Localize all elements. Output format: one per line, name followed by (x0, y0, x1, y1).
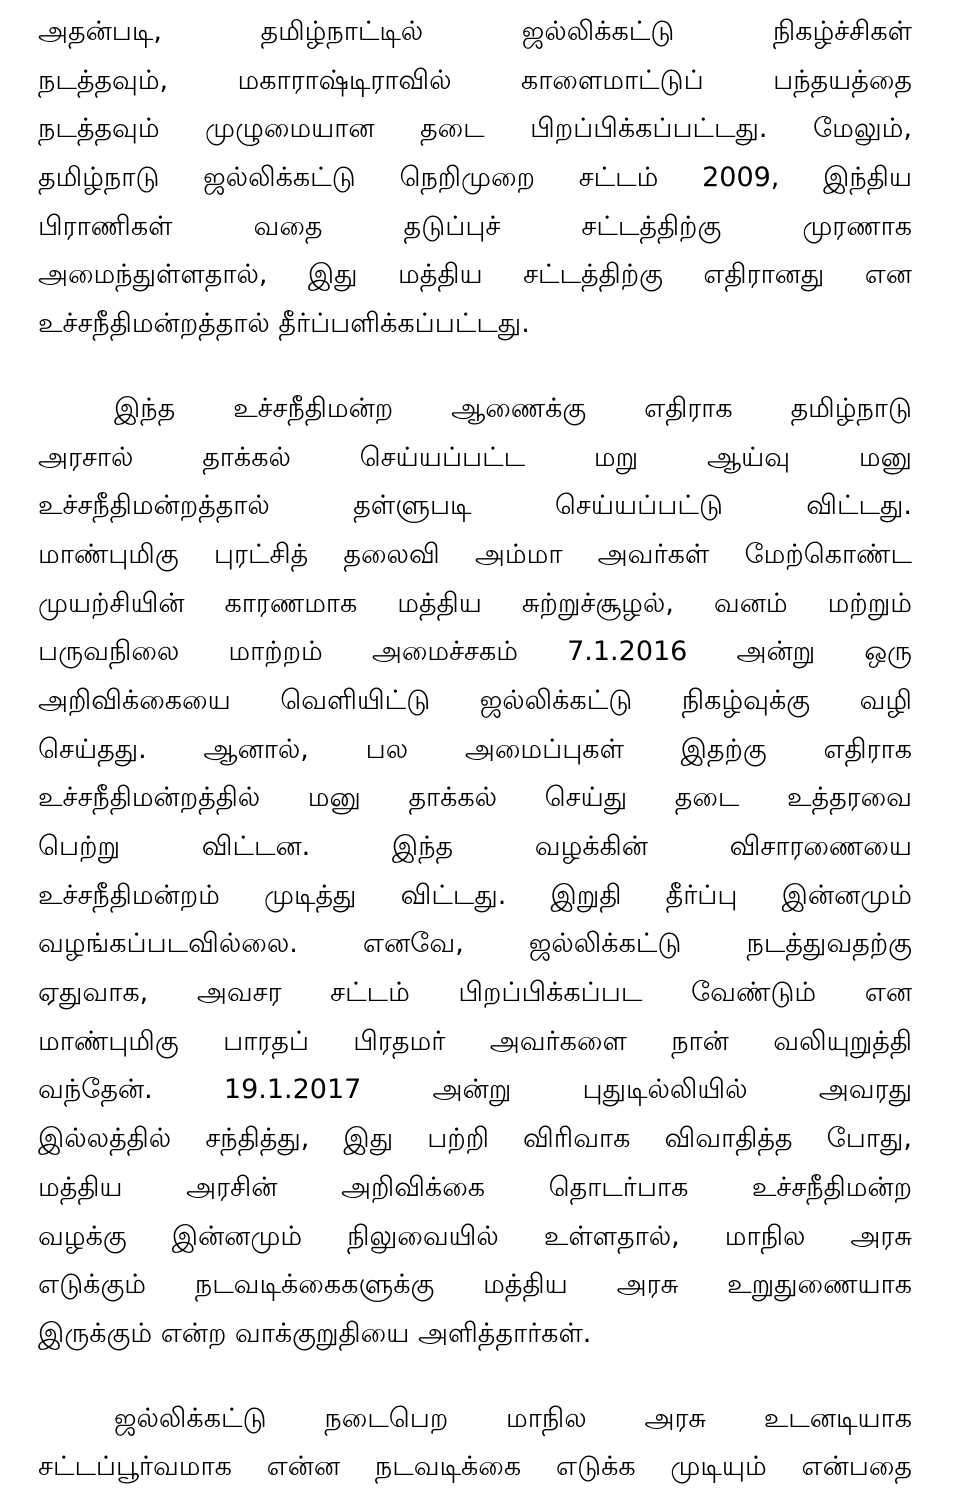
paragraph-line: நடத்தவும், மகாராஷ்டிராவில் காளைமாட்டுப் பந்தயத்தை (38, 64, 912, 96)
paragraph-line: உச்சநீதிமன்றம் முடித்து விட்டது. இறுதி தீர்ப்பு இன்னமும் (38, 879, 912, 911)
paragraph-line: ஏதுவாக, அவசர சட்டம் பிறப்பிக்கப்பட வேண்டும் என (38, 977, 912, 1009)
document-page (38, 0, 912, 1483)
paragraph-line: வழக்கு இன்னமும் நிலுவையில் உள்ளதால், மாநில அரசு (38, 1220, 912, 1252)
paragraph-line: பருவநிலை மாற்றம் அமைச்சகம் 7.1.2016 அன்று ஒரு (38, 636, 912, 668)
paragraph-line: முயற்சியின் காரணமாக மத்திய சுற்றுச்சூழல், வனம் மற்றும் (38, 587, 912, 619)
paragraph-line: உச்சநீதிமன்றத்தால் தள்ளுபடி செய்யப்பட்டு விட்டது. (38, 490, 912, 522)
paragraph-line: மத்திய அரசின் அறிவிக்கை தொடர்பாக உச்சநீதிமன்ற (38, 1171, 912, 1203)
paragraph-line: எடுக்கும் நடவடிக்கைகளுக்கு மத்திய அரசு உறுதுணையாக (38, 1269, 912, 1301)
paragraph-1 (38, 0, 912, 349)
paragraph-line: அமைந்துள்ளதால், இது மத்திய சட்டத்திற்கு எதிரானது என (38, 259, 912, 291)
paragraph-line: செய்தது. ஆனால், பல அமைப்புகள் இதற்கு எதிராக (38, 733, 912, 765)
paragraph-line: அதன்படி, தமிழ்நாட்டில் ஜல்லிக்கட்டு நிகழ்ச்சிகள் (38, 16, 912, 47)
paragraph-line: உச்சநீதிமன்றத்தில் மனு தாக்கல் செய்து தடை உத்தரவை (38, 782, 912, 814)
paragraph-2 (38, 385, 912, 1359)
paragraph-line: அரசால் தாக்கல் செய்யப்பட்ட மறு ஆய்வு மனு (38, 441, 912, 473)
paragraph-line: இருக்கும் என்ற வாக்குறுதியை அளித்தார்கள். (38, 1317, 592, 1349)
paragraph-line: பெற்று விட்டன. இந்த வழக்கின் விசாரணையை (38, 831, 912, 862)
paragraph-line: ஜல்லிக்கட்டு நடைபெற மாநில அரசு உடனடியாக (114, 1402, 912, 1434)
paragraph-line: மாண்புமிகு புரட்சித் தலைவி அம்மா அவர்கள் மேற்கொண்ட (38, 538, 912, 570)
paragraph-3 (38, 1395, 912, 1492)
paragraph-line: தமிழ்நாடு ஜல்லிக்கட்டு நெறிமுறை சட்டம் 2009, இந்திய (38, 162, 912, 194)
paragraph-line: மாண்புமிகு பாரதப் பிரதமர் அவர்களை நான் வலியுறுத்தி (38, 1025, 912, 1057)
paragraph-line: வழங்கப்படவில்லை. எனவே, ஜல்லிக்கட்டு நடத்துவதற்கு (38, 928, 912, 960)
paragraph-line: அறிவிக்கையை வெளியிட்டு ஜல்லிக்கட்டு நிகழ்வுக்கு வழி (38, 684, 912, 716)
paragraph-line: வந்தேன். 19.1.2017 அன்று புதுடில்லியில் அவரது (38, 1074, 912, 1106)
paragraph-line: பிராணிகள் வதை தடுப்புச் சட்டத்திற்கு முரணாக (38, 210, 912, 242)
paragraph-line: இல்லத்தில் சந்தித்து, இது பற்றி விரிவாக விவாதித்த போது, (38, 1123, 912, 1155)
paragraph-line: நடத்தவும் முழுமையான தடை பிறப்பிக்கப்பட்டது. மேலும், (38, 113, 912, 145)
paragraph-line: இந்த உச்சநீதிமன்ற ஆணைக்கு எதிராக தமிழ்நாடு (114, 392, 912, 424)
paragraph-line: உச்சநீதிமன்றத்தால் தீர்ப்பளிக்கப்பட்டது. (38, 308, 530, 340)
paragraph-line: சட்டப்பூர்வமாக என்ன நடவடிக்கை எடுக்க முடியும் என்பதை (38, 1451, 912, 1483)
